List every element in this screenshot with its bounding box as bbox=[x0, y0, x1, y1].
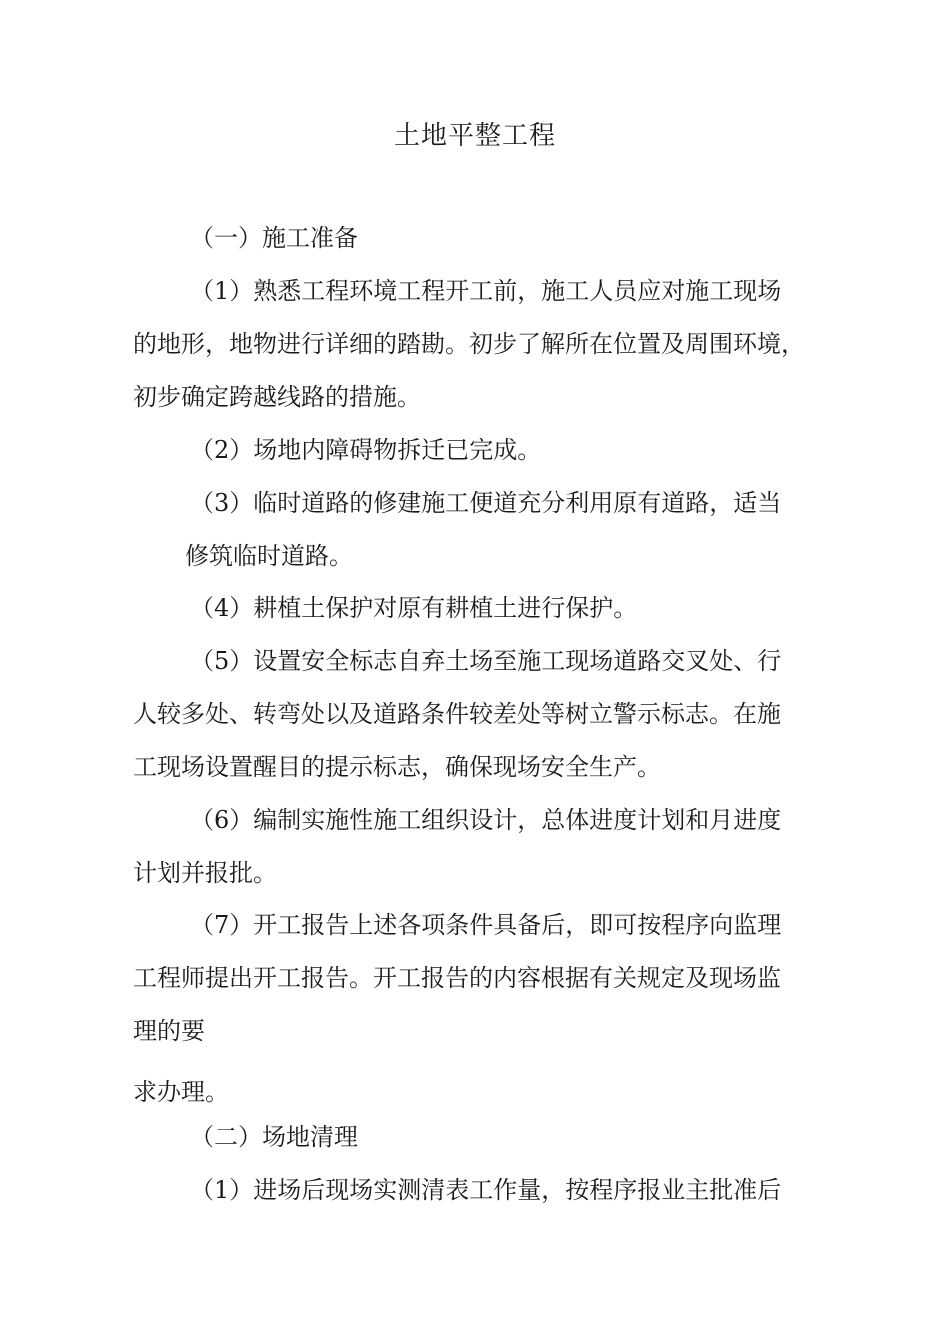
paragraph-line: 修筑临时道路。 bbox=[185, 542, 353, 570]
paragraph-line: （3）临时道路的修建施工便道充分利用原有道路，适当 bbox=[190, 489, 782, 517]
paragraph-line: （1）熟悉工程环境工程开工前，施工人员应对施工现场 bbox=[190, 277, 782, 305]
paragraph-line: 工程师提出开工报告。开工报告的内容根据有关规定及现场监 bbox=[133, 964, 781, 992]
paragraph-line: 计划并报批。 bbox=[133, 859, 277, 887]
paragraph-line: （1）进场后现场实测清表工作量，按程序报业主批准后 bbox=[190, 1176, 782, 1204]
paragraph-line: 理的要 bbox=[133, 1017, 205, 1045]
paragraph-line: （6）编制实施性施工组织设计，总体进度计划和月进度 bbox=[190, 806, 782, 834]
paragraph-line: （2）场地内障碍物拆迁已完成。 bbox=[190, 436, 542, 464]
paragraph-line: 人较多处、转弯处以及道路条件较差处等树立警示标志。在施 bbox=[133, 700, 781, 728]
paragraph-line: （4）耕植土保护对原有耕植土进行保护。 bbox=[190, 594, 638, 622]
paragraph-line: 工现场设置醒目的提示标志，确保现场安全生产。 bbox=[133, 753, 661, 781]
paragraph-line: （5）设置安全标志自弃土场至施工现场道路交叉处、行 bbox=[190, 647, 782, 675]
section-heading-preparation: （一）施工准备 bbox=[190, 224, 358, 252]
paragraph-line: 初步确定跨越线路的措施。 bbox=[133, 383, 421, 411]
section-heading-site-clearing: （二）场地清理 bbox=[190, 1123, 358, 1151]
paragraph-line: 的地形，地物进行详细的踏勘。初步了解所在位置及周围环境， bbox=[133, 330, 805, 358]
document-title: 土地平整工程 bbox=[393, 121, 556, 151]
paragraph-line: 求办理。 bbox=[133, 1078, 229, 1106]
paragraph-line: （7）开工报告上述各项条件具备后，即可按程序向监理 bbox=[190, 911, 782, 939]
